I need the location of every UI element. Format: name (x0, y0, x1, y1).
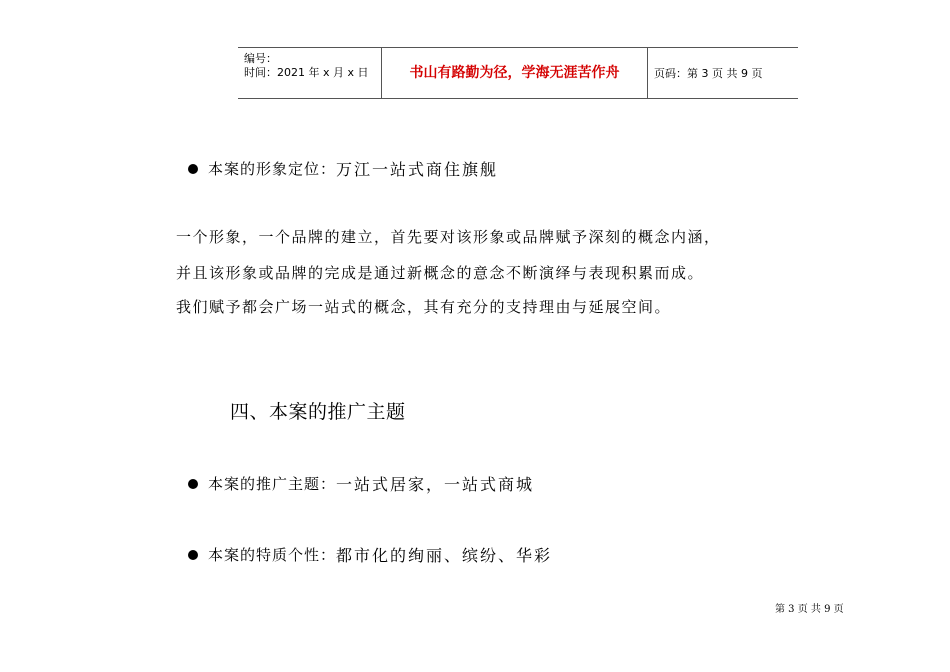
bullet-label: 本案的特质个性： (208, 546, 337, 564)
section-heading: 四、本案的推广主题 (230, 401, 406, 423)
bullet-label: 本案的形象定位： (208, 160, 337, 178)
paragraph-line-1: 一个形象，一个品牌的建立，首先要对该形象或品牌赋予深刻的概念内涵， (176, 228, 721, 246)
document-date-label: 时间：2021 年 x 月 x 日 (244, 66, 369, 79)
document-header (238, 47, 798, 99)
header-motto-cell (381, 48, 648, 98)
paragraph-line-3: 我们赋予都会广场一站式的概念，其有充分的支持理由与延展空间。 (176, 298, 672, 316)
bullet-dot-icon (188, 550, 198, 560)
document-number-label: 编号： (244, 52, 277, 65)
bullet-character-traits (188, 543, 552, 566)
bullet-value: 一站式居家，一站式商城 (336, 475, 535, 494)
header-motto: 书山有路勤为径，学海无涯苦作舟 (409, 65, 620, 81)
header-meta-cell (238, 48, 381, 98)
bullet-promotion-theme (188, 472, 534, 495)
bullet-value: 万江一站式商住旗舰 (336, 160, 499, 179)
bullet-dot-icon (188, 479, 198, 489)
bullet-dot-icon (188, 164, 198, 174)
bullet-value: 都市化的绚丽、缤纷、华彩 (336, 546, 553, 565)
paragraph-line-2: 并且该形象或品牌的完成是通过新概念的意念不断演绎与表现积累而成。 (176, 264, 705, 282)
bullet-image-positioning (188, 157, 498, 180)
page-footer: 第 3 页 共 9 页 (775, 604, 844, 615)
header-page-cell (648, 48, 798, 98)
header-page-code: 页码：第 3 页 共 9 页 (654, 67, 763, 80)
bullet-label: 本案的推广主题： (208, 475, 337, 493)
